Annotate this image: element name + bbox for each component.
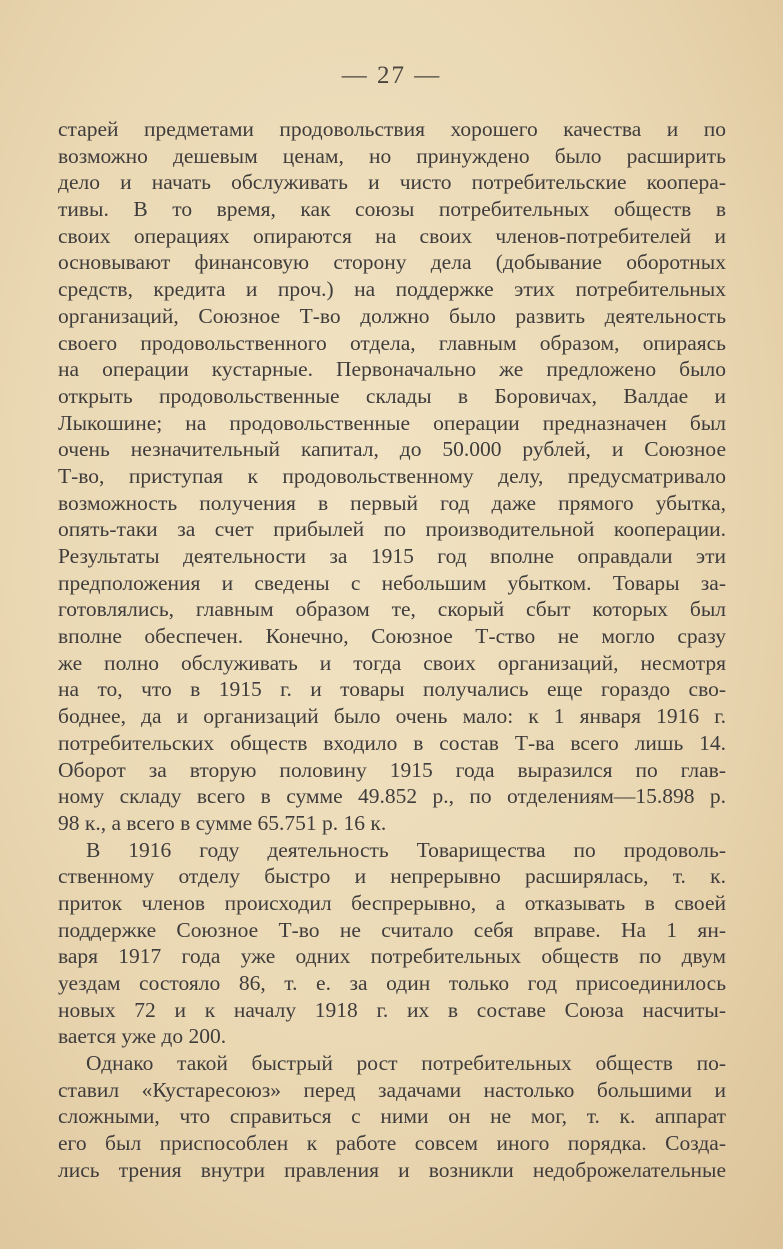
text-line	[58, 1050, 726, 1077]
text-line: предположения и сведены с небольшим убытком. Товары за-	[58, 570, 726, 595]
text-line: своего продовольственного отдела, главным образом, опираясь	[58, 330, 726, 355]
text-line	[58, 837, 726, 864]
text-line: Результаты деятельности за 1915 год вполне оправдали эти	[58, 544, 726, 568]
text-line: Оборот за вторую половину 1915 года выразился по глав-	[58, 757, 726, 782]
body-text	[58, 116, 726, 1184]
text-line: возможность получения в первый год даже прямого убытка,	[58, 490, 726, 515]
text-line: поддержке Союзное Т-во не считало себя вправе. На 1 ян-	[58, 917, 726, 942]
text-line: вполне обеспечен. Конечно, Союзное Т-ство не могло сразу	[58, 624, 726, 649]
text-line: приток членов происходил беспрерывно, а отказывать в своей	[58, 890, 726, 915]
text-line: уездам состояло 86, т. е. за один только год присоединилось	[58, 971, 726, 995]
text-line: лись трения внутри правления и возникли недоброжелательные	[58, 1157, 726, 1182]
text-line: на операции кустарные. Первоначально же предложено было	[58, 357, 726, 382]
text-line: 98 к., а всего в сумме 65.751 р. 16 к.	[58, 810, 387, 835]
text-line: же полно обслуживать и тогда своих организаций, несмотря	[58, 650, 726, 675]
text-line: организаций, Союзное Т-во должно было развить деятельность	[58, 303, 726, 328]
text-line: новых 72 и к началу 1918 г. их в составе Союза насчиты-	[58, 997, 726, 1022]
text-line: старей предметами продовольствия хорошего качества и по	[58, 117, 726, 141]
text-line: открыть продовольственные склады в Боровичах, Валдае и	[58, 383, 726, 408]
paragraph	[58, 837, 726, 1051]
text-line: на то, что в 1915 г. и товары получались еще гораздо сво-	[58, 677, 726, 702]
text-line: очень незначительный капитал, до 50.000 рублей, и Союзное	[58, 437, 726, 462]
text-line: тивы. В то время, как союзы потребительных обществ в	[58, 197, 726, 222]
paragraph	[58, 116, 726, 837]
text-line: боднее, да и организаций было очень мало: к 1 января 1916 г.	[58, 704, 726, 729]
text-line: потребительских обществ входило в состав Т-ва всего лишь 14.	[58, 730, 726, 755]
text-line: Лыкошине; на продовольственные операции предназначен был	[58, 410, 726, 435]
text-line: своих операциях опираются на своих членов-потребителей и	[58, 223, 726, 248]
text-line: основывают финансовую сторону дела (добывание оборотных	[58, 250, 726, 275]
text-line-content: Однако такой быстрый рост потребительных обществ по-	[86, 1051, 726, 1076]
page-number: — 27 —	[341, 62, 442, 89]
text-line: сложными, что справиться с ними он не мог, т. к. аппарат	[58, 1104, 726, 1129]
text-line: возможно дешевым ценам, но принуждено было расширить	[58, 143, 726, 168]
text-line: ставил «Кустаресоюз» перед задачами настолько большими и	[58, 1077, 726, 1102]
text-line-content: В 1916 году деятельность Товарищества по продоволь-	[86, 837, 726, 862]
text-line: дело и начать обслуживать и чисто потребительские коопера-	[58, 170, 726, 195]
text-line: вается уже до 200.	[58, 1024, 227, 1049]
text-line: опять-таки за счет прибылей по производительной кооперации.	[58, 517, 726, 542]
text-line: Т-во, приступая к продовольственному делу, предусматривало	[58, 463, 726, 488]
text-line: готовлялись, главным образом те, скорый сбыт которых был	[58, 597, 726, 622]
text-line: варя 1917 года уже одних потребительных обществ по двум	[58, 944, 726, 969]
text-line: его был приспособлен к работе совсем иного порядка. Созда-	[58, 1131, 726, 1156]
paragraph	[58, 1050, 726, 1183]
text-line: ному складу всего в сумме 49.852 р., по отделениям—15.898 р.	[58, 784, 726, 809]
text-line: ственному отделу быстро и непрерывно расширялась, т. к.	[58, 864, 726, 889]
text-line: средств, кредита и проч.) на поддержке этих потребительных	[58, 277, 726, 302]
